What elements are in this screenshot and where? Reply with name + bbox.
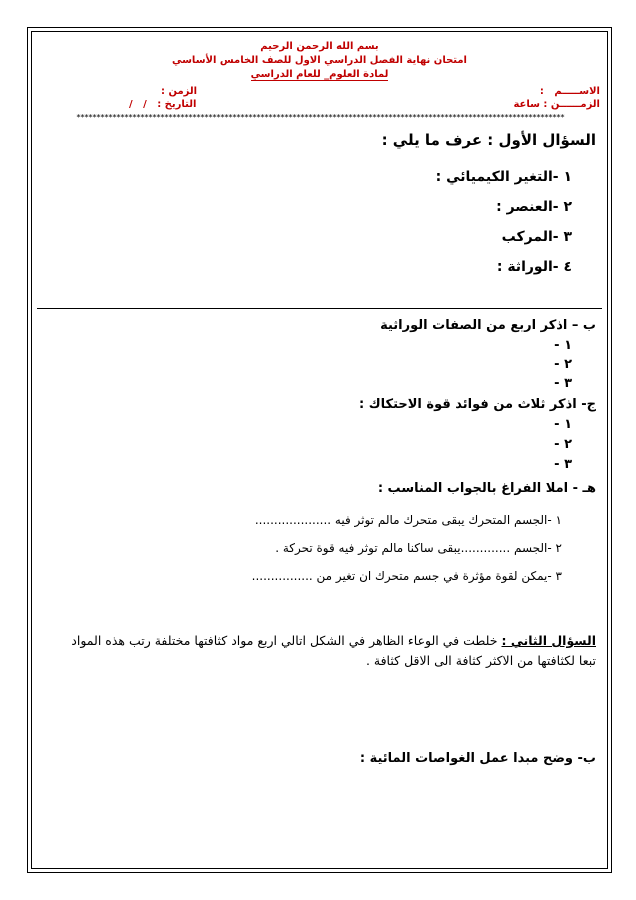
divider-line xyxy=(37,308,602,309)
question1-item: ٢ -العنصر : xyxy=(496,199,572,215)
question1-title: السؤال الأول : عرف ما يلي : xyxy=(381,131,596,149)
fill-blank-item: ٣ -يمكن لقوة مؤثرة في جسم متحرك ان تغير من ................ xyxy=(251,569,562,583)
star-separator: ************************************************************************************************************************** xyxy=(76,113,565,122)
answer-line: ١ - xyxy=(554,417,572,432)
duration-label: الزمــــــن : ساعة xyxy=(513,99,600,110)
answer-line: ١ - xyxy=(554,338,572,353)
date-label: التاريخ : / / xyxy=(129,99,197,110)
fill-blank-item: ١ -الجسم المتحرك يبقى متحرك مالم توثر فيه .................... xyxy=(254,513,562,527)
answer-line: ٣ - xyxy=(554,457,572,472)
fill-blank-item: ٢ -الجسم .............يبقى ساكنا مالم توثر فيه قوة تحركة . xyxy=(275,541,562,555)
section-b-title: ب – اذكر اربع من الصفات الوراثية xyxy=(380,318,596,333)
question2-text: خلطت في الوعاء الظاهر في الشكل اتالي اربع مواد كثافتها مختلفة رتب هذه المواد تبعا لكثافتها من الاكثر كثافة الى الاقل كثافة . xyxy=(71,633,596,668)
answer-line: ٢ - xyxy=(554,357,572,372)
question1-item: ٤ -الوراثة : xyxy=(496,259,572,275)
exam-page xyxy=(31,31,608,869)
student-name-label: الاســـــم : xyxy=(539,86,600,97)
question2-b-title: ب- وضح مبدا عمل الغواصات المائية : xyxy=(359,751,596,766)
time-label: الزمن : xyxy=(161,86,198,97)
answer-line: ٢ - xyxy=(554,437,572,452)
subject-line-text: لمادة العلوم_ للعام الدراسي xyxy=(250,69,389,80)
question2 xyxy=(53,631,596,671)
basmala: بسم الله الرحمن الرحيم xyxy=(260,41,379,52)
subject-line xyxy=(31,69,608,81)
question1-item: ١ -التغير الكيميائي : xyxy=(435,169,572,185)
exam-title: امتحان نهاية الفصل الدراسي الاول للصف الخامس الأساسي xyxy=(171,55,467,66)
section-c-title: ج- اذكر ثلاث من فوائد قوة الاحتكاك : xyxy=(359,397,596,412)
question1-item: ٣ -المركب xyxy=(501,229,572,245)
section-d-title: هـ - املا الفراغ بالجواب المناسب : xyxy=(377,481,596,496)
answer-line: ٣ - xyxy=(554,376,572,391)
question2-label: السؤال الثاني : xyxy=(501,633,596,648)
